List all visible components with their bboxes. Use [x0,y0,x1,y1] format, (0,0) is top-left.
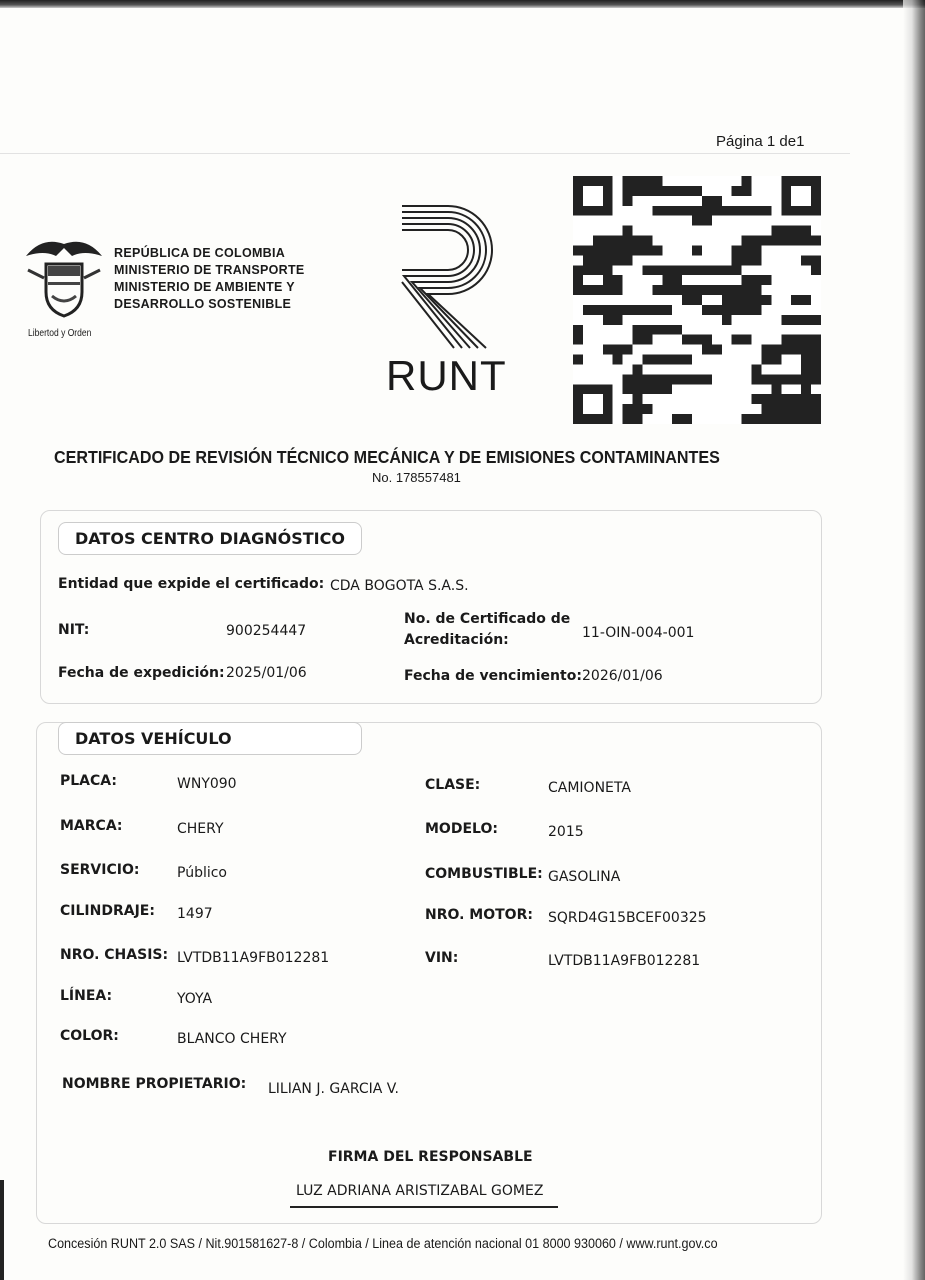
runt-logo-icon [398,202,498,352]
owner-value: LILIAN J. GARCIA V. [268,1081,399,1097]
qr-code-icon [572,176,822,424]
expedicion-value: 2025/01/06 [226,665,307,681]
vehicle-field-label: CILINDRAJE: [60,903,155,919]
vehicle-field-label: COMBUSTIBLE: [425,866,543,882]
acred-label: No. de Certificado de [404,611,571,627]
vehicle-field-value: Público [177,865,227,881]
vehicle-field-value: 2015 [548,824,584,840]
gov-line: REPÚBLICA DE COLOMBIA [114,246,286,260]
vehicle-field-value: BLANCO CHERY [177,1031,287,1047]
coat-of-arms-icon [22,234,106,326]
vehiculo-heading: DATOS VEHÍCULO [58,722,362,755]
entidad-value: CDA BOGOTA S.A.S. [330,578,469,594]
vehicle-field-value: YOYA [177,991,213,1007]
certificate-title: CERTIFICADO DE REVISIÓN TÉCNICO MECÁNICA Y DE EMISIONES CONTAMINANTES [54,447,720,467]
vehicle-field-value: LVTDB11A9FB012281 [548,953,701,969]
nit-label: NIT: [58,622,90,638]
expedicion-label: Fecha de expedición: [58,665,225,681]
gov-line: DESARROLLO SOSTENIBLE [114,297,292,311]
vehicle-field-label: COLOR: [60,1028,119,1044]
divider [0,153,850,154]
vehicle-field-value: 1497 [177,906,213,922]
acred-label: Acreditación: [404,632,509,648]
nit-value: 900254447 [226,623,307,639]
vehicle-field-value: WNY090 [177,776,237,792]
signature-line [290,1206,558,1208]
vehicle-field-value: LVTDB11A9FB012281 [177,950,330,966]
vehicle-field-label: LÍNEA: [60,988,113,1004]
signature-name: LUZ ADRIANA ARISTIZABAL GOMEZ [296,1183,544,1199]
vehicle-field-label: VIN: [425,950,459,966]
runt-logo-text: RUNT [386,352,507,399]
vehicle-field-label: MARCA: [60,818,123,834]
footer: Concesión RUNT 2.0 SAS / Nit.901581627-8 / Colombia / Linea de atención nacional 01 8000 930060 / www.runt.gov.co [48,1236,718,1251]
certificate-number: No. 178557481 [372,470,461,485]
vencimiento-label: Fecha de vencimiento: [404,668,582,684]
vencimiento-value: 2026/01/06 [582,668,663,684]
acred-value: 11-OIN-004-001 [582,625,695,641]
vehicle-field-label: CLASE: [425,777,481,793]
motto: Libertod y Orden [28,328,92,339]
government-header [114,245,305,313]
vehicle-field-value: CAMIONETA [548,780,631,796]
vehicle-field-value: SQRD4G15BCEF00325 [548,910,707,926]
vehicle-field-label: PLACA: [60,773,117,789]
scan-edge-right [903,0,925,1280]
vehicle-field-label: MODELO: [425,821,498,837]
scan-edge-top [0,0,925,8]
signature-label: FIRMA DEL RESPONSABLE [328,1149,533,1165]
vehicle-field-value: CHERY [177,821,224,837]
centro-heading: DATOS CENTRO DIAGNÓSTICO [58,522,362,555]
vehicle-field-label: SERVICIO: [60,862,140,878]
scan-edge-left [0,1180,4,1280]
vehicle-field-label: NRO. MOTOR: [425,907,533,923]
page-indicator: Página 1 de1 [716,133,805,150]
vehicle-field-label: NRO. CHASIS: [60,947,169,963]
gov-line: MINISTERIO DE TRANSPORTE [114,263,305,277]
vehicle-field-value: GASOLINA [548,869,621,885]
gov-line: MINISTERIO DE AMBIENTE Y [114,280,295,294]
entidad-label: Entidad que expide el certificado: [58,576,325,592]
owner-label: NOMBRE PROPIETARIO: [62,1076,247,1092]
